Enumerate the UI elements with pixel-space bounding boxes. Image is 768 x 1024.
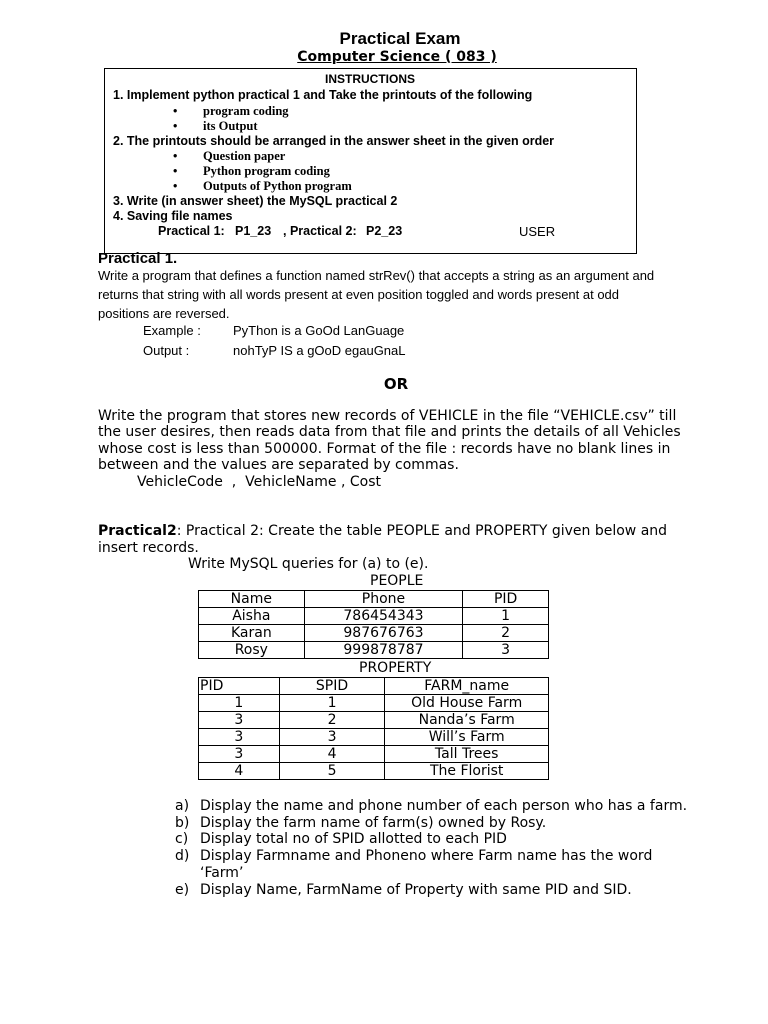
table-cell: 786454343 (304, 608, 463, 625)
practical-2-text: : Practical 2: Create the table PEOPLE and PROPERTY given below and (176, 523, 668, 539)
practical-2-intro (98, 523, 667, 539)
table-cell: 1 (279, 695, 385, 712)
instruction-1-bullet-1: • program coding (173, 104, 289, 118)
people-header-cell: PID (463, 591, 549, 608)
table-row (199, 712, 549, 729)
property-header-cell: SPID (279, 678, 385, 695)
instruction-1: 1. Implement python practical 1 and Take the printouts of the following (113, 88, 533, 102)
table-cell: Will’s Farm (385, 729, 549, 746)
table-cell: 987676763 (304, 625, 463, 642)
table-cell: 999878787 (304, 642, 463, 659)
property-header-cell: FARM_name (385, 678, 549, 695)
instruction-2-bullet-1: • Question paper (173, 149, 286, 163)
table-row (199, 642, 549, 659)
table-cell: Aisha (199, 608, 305, 625)
table-cell: 3 (199, 729, 280, 746)
instruction-1-bullet-2: • its Output (173, 119, 258, 133)
table-cell: 3 (199, 712, 280, 729)
table-cell: Karan (199, 625, 305, 642)
practical-2-label: Practical2 (98, 523, 177, 539)
people-header-cell: Name (199, 591, 305, 608)
or-separator: OR (383, 375, 409, 393)
table-cell: The Florist (385, 763, 549, 780)
instruction-3: 3. Write (in answer sheet) the MySQL practical 2 (113, 194, 398, 208)
instruction-2: 2. The printouts should be arranged in the answer sheet in the given order (113, 134, 555, 148)
table-row (199, 625, 549, 642)
page-subtitle: Computer Science ( 083 ) (297, 49, 497, 65)
alt-line-2: the user desires, then reads data from that file and prints the details of all Vehicles (98, 424, 681, 440)
table-cell: 4 (279, 746, 385, 763)
file-name-p2-label: , Practical 2: (283, 224, 357, 238)
table-row (199, 695, 549, 712)
practical-1-line-2: returns that string with all words present at even position toggled and words present at odd (98, 287, 620, 302)
table-row (199, 608, 549, 625)
practical-2-line-2: insert records. (98, 540, 199, 556)
table-cell: 3 (199, 746, 280, 763)
people-table-title: PEOPLE (370, 573, 424, 589)
table-cell: 4 (199, 763, 280, 780)
list-item: e) Display Name, FarmName of Property with same PID and SID. (175, 881, 632, 898)
table-cell: Old House Farm (385, 695, 549, 712)
csv-format: VehicleCode , VehicleName , Cost (137, 474, 382, 490)
practical-1-heading: Practical 1. (98, 250, 178, 267)
table-cell: 2 (279, 712, 385, 729)
instructions-heading: INSTRUCTIONS (325, 72, 415, 86)
table-row (199, 763, 549, 780)
table-row (199, 746, 549, 763)
file-name-p2: P2_23 (366, 224, 403, 238)
table-cell: 5 (279, 763, 385, 780)
instruction-2-bullet-2: • Python program coding (173, 164, 330, 178)
practical-1-line-3: positions are reversed. (98, 306, 230, 321)
property-header-cell: PID (199, 678, 280, 695)
file-name-p1-label: Practical 1: (158, 224, 225, 238)
table-row (199, 729, 549, 746)
practical-1-line-1: Write a program that defines a function named strRev() that accepts a string as an argument and (98, 268, 655, 283)
output-label: Output : (143, 343, 190, 358)
file-name-p1: P1_23 (235, 224, 272, 238)
file-name-user: USER (519, 224, 556, 239)
example-value: PyThon is a GoOd LanGuage (233, 323, 405, 338)
instruction-2-bullet-3: • Outputs of Python program (173, 179, 352, 193)
property-table (198, 677, 549, 780)
list-item: a) Display the name and phone number of each person who has a farm. (175, 798, 688, 814)
instruction-4: 4. Saving file names (113, 209, 233, 223)
table-cell: Rosy (199, 642, 305, 659)
alt-line-4: between and the values are separated by commas. (98, 457, 459, 473)
table-cell: 1 (463, 608, 549, 625)
table-cell: 1 (199, 695, 280, 712)
property-table-title: PROPERTY (359, 660, 432, 676)
query-list (175, 798, 695, 898)
people-header-cell: Phone (304, 591, 463, 608)
table-cell: 2 (463, 625, 549, 642)
table-cell: 3 (463, 642, 549, 659)
people-table (198, 590, 549, 659)
list-item: d) Display Farmname and Phoneno where Farm name has the word ‘Farm’ (175, 848, 653, 881)
list-item: b) Display the farm name of farm(s) owned by Rosy. (175, 814, 547, 831)
output-value: nohTyP IS a gOoD egauGnaL (233, 343, 406, 358)
page-title: Practical Exam (339, 29, 461, 48)
list-item: c) Display total no of SPID allotted to each PID (175, 831, 507, 848)
table-cell: 3 (279, 729, 385, 746)
alt-line-3: whose cost is less than 500000. Format of the file : records have no blank lines in (98, 441, 671, 457)
practical-2-line-3: Write MySQL queries for (a) to (e). (188, 556, 429, 572)
example-label: Example : (143, 323, 201, 338)
people-header-row (199, 591, 549, 608)
alt-line-1: Write the program that stores new records of VEHICLE in the file “VEHICLE.csv” till (98, 408, 677, 424)
table-cell: Tall Trees (385, 746, 549, 763)
table-cell: Nanda’s Farm (385, 712, 549, 729)
property-header-row (199, 678, 549, 695)
